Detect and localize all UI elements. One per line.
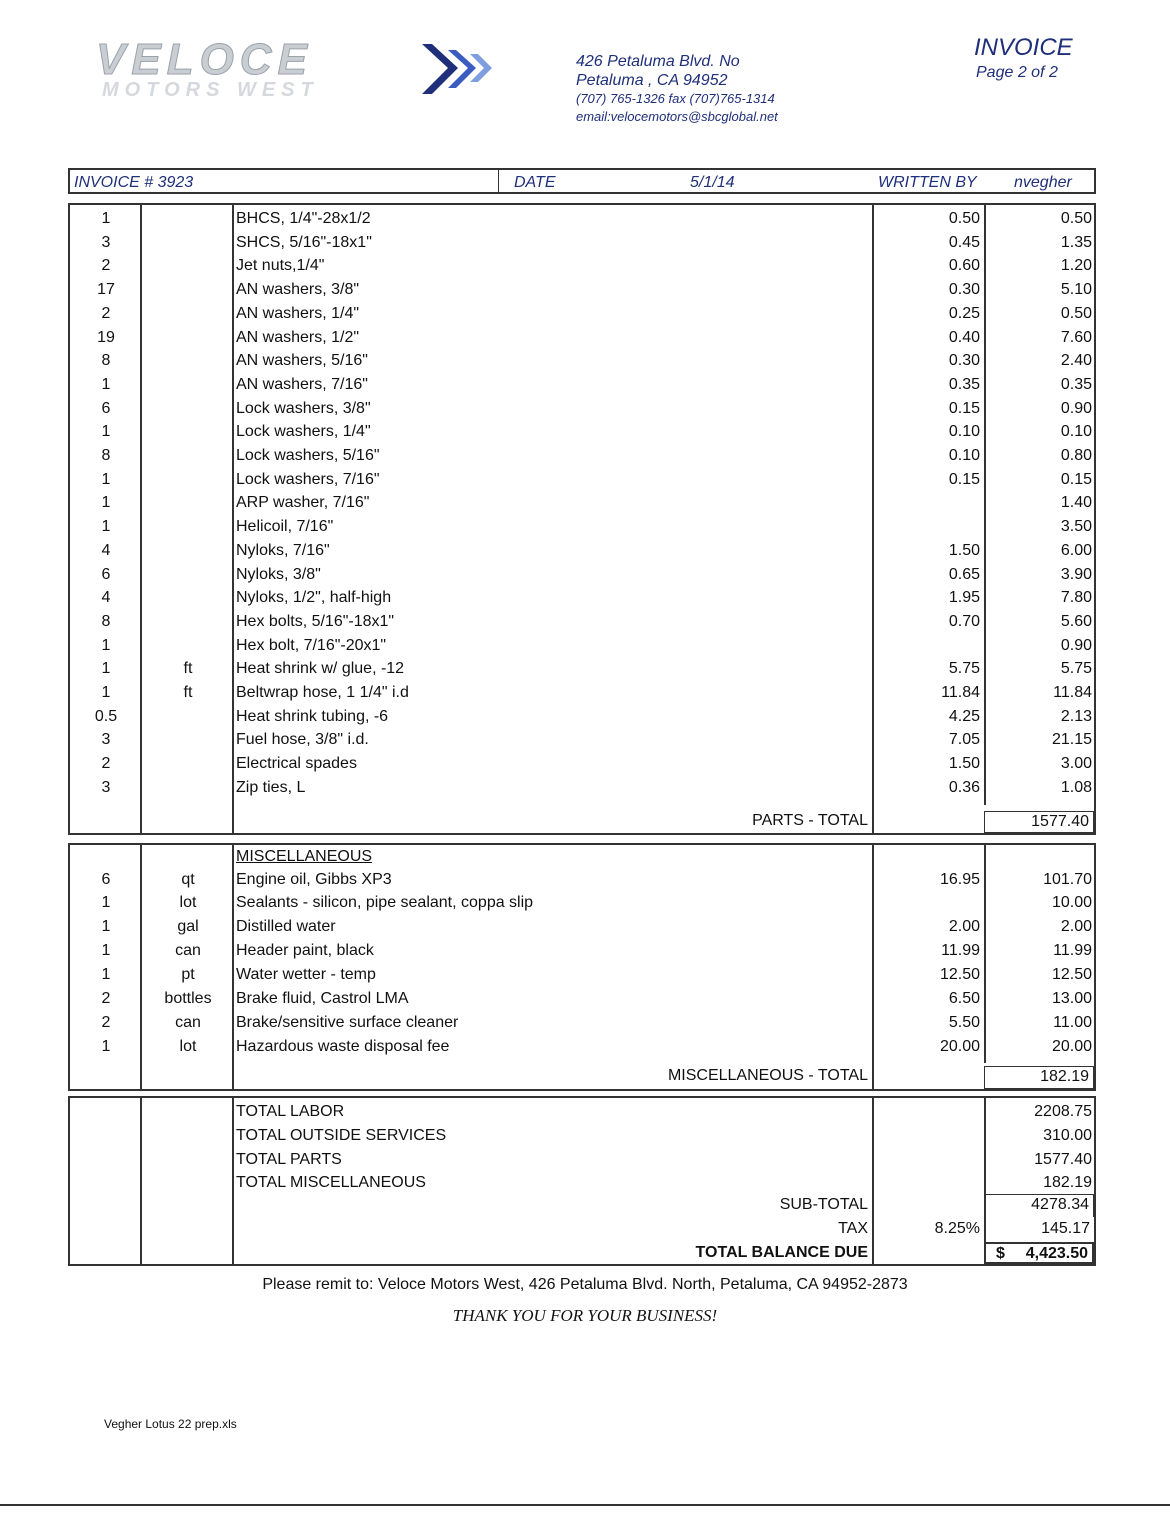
price-cell: 0.15 (948, 470, 980, 488)
amount-cell: 3.90 (1060, 565, 1092, 583)
qty-cell: 2 (101, 257, 111, 275)
price-cell: 0.40 (948, 328, 980, 346)
amount-cell: 0.15 (1060, 470, 1092, 488)
table-row (70, 915, 1094, 939)
description-cell: Hex bolts, 5/16"-18x1" (236, 612, 395, 630)
description-cell: TOTAL MISCELLANEOUS (236, 1174, 426, 1192)
table-row (70, 254, 1094, 278)
unit-cell: qt (181, 870, 195, 888)
amount-cell: 1.40 (1060, 494, 1092, 512)
thank-you-message: THANK YOU FOR YOUR BUSINESS! (452, 1306, 718, 1325)
amount-cell: 0.50 (1060, 210, 1092, 227)
qty-cell: 1 (101, 894, 111, 912)
description-cell: TOTAL PARTS (236, 1150, 342, 1168)
table-row (70, 420, 1094, 444)
description-cell: Nyloks, 7/16" (236, 541, 330, 559)
description-cell: BHCS, 1/4"-28x1/2 (236, 210, 371, 227)
description-cell: Nyloks, 1/2", half-high (236, 589, 392, 607)
footer-filename: Vegher Lotus 22 prep.xls (104, 1417, 237, 1431)
balance-currency: $ (996, 1245, 1005, 1262)
amount-cell: 10.00 (1051, 894, 1092, 912)
invoice-number: INVOICE # 3923 (74, 174, 194, 191)
qty-cell: 6 (101, 399, 111, 417)
amount-cell: 1.35 (1060, 233, 1092, 251)
unit-cell: lot (179, 1037, 197, 1055)
description-cell: Jet nuts,1/4" (236, 257, 325, 275)
amount-cell: 5.60 (1060, 612, 1092, 630)
table-row (70, 1100, 1094, 1124)
tax-rate: 8.25% (934, 1220, 980, 1237)
amount-cell: 2.00 (1060, 918, 1092, 936)
qty-cell: 2 (101, 755, 111, 773)
misc-heading: MISCELLANEOUS (236, 848, 373, 865)
description-cell: SHCS, 5/16"-18x1" (236, 233, 372, 251)
description-cell: Water wetter - temp (236, 966, 376, 984)
page-bottom-border (0, 1504, 1170, 1506)
qty-cell: 4 (101, 589, 111, 607)
table-row (70, 231, 1094, 255)
amount-cell: 21.15 (1051, 731, 1092, 749)
amount-cell: 0.90 (1060, 399, 1092, 417)
description-cell: Helicoil, 7/16" (236, 518, 334, 536)
price-cell: 16.95 (939, 870, 980, 888)
price-cell: 0.65 (948, 565, 980, 583)
qty-cell: 8 (101, 447, 111, 464)
description-cell: Hex bolt, 7/16"-20x1" (236, 636, 387, 654)
table-row (70, 963, 1094, 987)
qty-cell: 1 (101, 494, 111, 512)
parts-total-amount: 1577.40 (984, 811, 1094, 833)
table-row (70, 397, 1094, 421)
description-cell: Distilled water (236, 918, 336, 936)
description-cell: AN washers, 7/16" (236, 375, 368, 393)
amount-cell: 11.00 (1053, 1013, 1092, 1031)
qty-cell: 3 (101, 233, 111, 251)
price-cell: 0.25 (948, 304, 980, 322)
table-row (70, 278, 1094, 302)
qty-cell: 2 (101, 990, 111, 1007)
amount-cell: 5.10 (1060, 281, 1092, 299)
table-row (70, 705, 1094, 729)
description-cell: Lock washers, 7/16" (236, 470, 380, 488)
price-cell: 2.00 (948, 918, 980, 936)
chevron-arrows-icon (422, 44, 492, 94)
qty-cell: 3 (101, 778, 111, 796)
amount-cell: 13.00 (1051, 990, 1092, 1007)
price-cell: 0.15 (948, 399, 980, 417)
date-label: DATE (514, 174, 556, 191)
company-address (576, 52, 778, 126)
table-row (70, 891, 1094, 915)
written-by-label: WRITTEN BY (878, 174, 977, 191)
description-cell: Heat shrink tubing, -6 (236, 707, 389, 725)
description-cell: Engine oil, Gibbs XP3 (236, 870, 392, 888)
logo-graphic (92, 38, 512, 108)
balance-amount-box (984, 1242, 1094, 1264)
parts-total-label: PARTS - TOTAL (752, 812, 868, 829)
qty-cell: 1 (101, 660, 111, 678)
price-cell: 7.05 (948, 731, 980, 749)
price-cell: 1.95 (948, 589, 980, 607)
qty-cell: 2 (101, 1013, 111, 1031)
description-cell: Beltwrap hose, 1 1/4" i.d (236, 684, 409, 701)
amount-cell: 2.13 (1060, 707, 1092, 725)
address-line-2: Petaluma , CA 94952 (576, 72, 728, 89)
table-row (70, 868, 1094, 892)
unit-cell: gal (177, 918, 199, 936)
price-cell: 20.00 (939, 1037, 980, 1055)
table-row (70, 444, 1094, 468)
written-by-value: nvegher (1014, 174, 1072, 191)
price-cell: 12.50 (939, 966, 980, 984)
price-cell: 0.45 (948, 233, 980, 251)
description-cell: ARP washer, 7/16" (236, 494, 370, 512)
amount-cell: 1.08 (1060, 778, 1092, 796)
table-row (70, 1148, 1094, 1172)
phone-fax: (707) 765-1326 fax (707)765-1314 (576, 91, 775, 106)
misc-total-label: MISCELLANEOUS - TOTAL (667, 1067, 868, 1084)
invoice-header-bar (68, 168, 1096, 194)
qty-cell: 1 (101, 1037, 111, 1055)
qty-cell: 1 (101, 518, 111, 536)
price-cell: 0.10 (948, 447, 980, 464)
unit-cell: lot (179, 894, 197, 912)
amount-cell: 3.50 (1060, 518, 1092, 536)
unit-cell: can (175, 942, 201, 960)
remit-instructions: Please remit to: Veloce Motors West, 426 Petaluma Blvd. North, Petaluma, CA 94952-2873 (262, 1276, 908, 1293)
description-cell: Zip ties, L (236, 778, 306, 796)
amount-cell: 11.84 (1053, 684, 1092, 701)
amount-cell: 182.19 (1043, 1174, 1092, 1192)
amount-cell: 0.10 (1060, 423, 1092, 441)
balance-amount: 4,423.50 (1025, 1245, 1088, 1262)
table-row (70, 1011, 1094, 1035)
logo-main-text: VELOCE (96, 38, 313, 84)
description-cell: TOTAL OUTSIDE SERVICES (236, 1126, 447, 1144)
description-cell: Fuel hose, 3/8" i.d. (236, 731, 369, 749)
address-line-1: 426 Petaluma Blvd. No (576, 53, 740, 70)
price-cell: 1.50 (948, 541, 980, 559)
table-row (70, 373, 1094, 397)
description-cell: AN washers, 1/4" (236, 304, 360, 322)
page-indicator: Page 2 of 2 (976, 64, 1058, 81)
unit-cell: can (175, 1013, 201, 1031)
amount-cell: 6.00 (1060, 541, 1092, 559)
description-cell: Lock washers, 5/16" (236, 447, 380, 464)
price-cell: 0.10 (948, 423, 980, 441)
invoice-date: 5/1/14 (690, 174, 735, 191)
price-cell: 0.60 (948, 257, 980, 275)
summary-table (68, 1096, 1096, 1266)
table-row (70, 610, 1094, 634)
qty-cell: 1 (101, 375, 111, 393)
description-cell: Brake/sensitive surface cleaner (236, 1013, 459, 1031)
qty-cell: 8 (101, 612, 111, 630)
table-row (70, 207, 1094, 231)
description-cell: Lock washers, 1/4" (236, 423, 371, 441)
table-row (70, 752, 1094, 776)
unit-cell: bottles (164, 990, 212, 1007)
description-cell: Sealants - silicon, pipe sealant, coppa slip (236, 894, 534, 912)
subtotal-amount: 4278.34 (984, 1194, 1094, 1217)
price-cell: 4.25 (948, 707, 980, 725)
table-row (70, 539, 1094, 563)
table-row (70, 491, 1094, 515)
price-cell: 0.30 (948, 281, 980, 299)
misc-total-amount: 182.19 (984, 1066, 1094, 1089)
balance-label: TOTAL BALANCE DUE (695, 1244, 868, 1261)
table-row (70, 657, 1094, 681)
price-cell: 0.50 (948, 210, 980, 227)
qty-cell: 8 (101, 352, 111, 370)
table-row (70, 302, 1094, 326)
description-cell: Lock washers, 3/8" (236, 399, 371, 417)
description-cell: AN washers, 5/16" (236, 352, 368, 370)
table-row (70, 1124, 1094, 1148)
description-cell: Header paint, black (236, 942, 374, 960)
price-cell: 0.30 (948, 352, 980, 370)
amount-cell: 0.90 (1060, 636, 1092, 654)
qty-cell: 6 (101, 870, 111, 888)
subtotal-label: SUB-TOTAL (779, 1196, 868, 1213)
description-cell: AN washers, 1/2" (236, 328, 360, 346)
description-cell: Nyloks, 3/8" (236, 565, 321, 583)
table-row (70, 1035, 1094, 1059)
qty-cell: 1 (101, 918, 111, 936)
qty-cell: 1 (101, 684, 111, 701)
description-cell: TOTAL LABOR (236, 1103, 345, 1120)
table-row (70, 563, 1094, 587)
amount-cell: 2.40 (1060, 352, 1092, 370)
amount-cell: 2208.75 (1034, 1103, 1092, 1120)
amount-cell: 7.60 (1060, 328, 1092, 346)
misc-heading-row (70, 845, 1094, 869)
tax-label: TAX (838, 1220, 868, 1237)
parts-table (68, 203, 1096, 835)
amount-cell: 5.75 (1060, 660, 1092, 678)
table-row (70, 468, 1094, 492)
amount-cell: 3.00 (1060, 755, 1092, 773)
qty-cell: 1 (101, 210, 111, 227)
amount-cell: 11.99 (1053, 942, 1092, 960)
company-logo (92, 38, 512, 108)
qty-cell: 1 (101, 636, 111, 654)
qty-cell: 1 (101, 966, 111, 984)
amount-cell: 310.00 (1043, 1126, 1092, 1144)
amount-cell: 1.20 (1060, 257, 1092, 275)
price-cell: 0.70 (948, 612, 980, 630)
unit-cell: ft (183, 660, 193, 678)
amount-cell: 0.80 (1060, 447, 1092, 464)
qty-cell: 1 (101, 423, 111, 441)
amount-cell: 1577.40 (1034, 1150, 1092, 1168)
table-row (70, 776, 1094, 800)
amount-cell: 101.70 (1043, 870, 1092, 888)
amount-cell: 7.80 (1060, 589, 1092, 607)
unit-cell: pt (181, 966, 195, 984)
table-row (70, 728, 1094, 752)
table-row (70, 1171, 1094, 1195)
description-cell: Electrical spades (236, 755, 357, 773)
table-row (70, 939, 1094, 963)
unit-cell: ft (183, 684, 193, 701)
header-divider (498, 170, 499, 192)
qty-cell: 2 (101, 304, 111, 322)
company-email: email:velocemotors@sbcglobal.net (576, 109, 778, 124)
misc-table (68, 843, 1096, 1091)
amount-cell: 12.50 (1051, 966, 1092, 984)
qty-cell: 3 (101, 731, 111, 749)
table-row (70, 515, 1094, 539)
table-row (70, 349, 1094, 373)
price-cell: 11.84 (941, 684, 980, 701)
price-cell: 1.50 (948, 755, 980, 773)
description-cell: Hazardous waste disposal fee (236, 1037, 450, 1055)
table-row (70, 987, 1094, 1011)
description-cell: Heat shrink w/ glue, -12 (236, 660, 405, 678)
document-title: INVOICE (974, 34, 1073, 61)
amount-cell: 0.50 (1060, 304, 1092, 322)
price-cell: 5.50 (948, 1013, 980, 1031)
price-cell: 0.35 (948, 375, 980, 393)
price-cell: 5.75 (948, 660, 980, 678)
qty-cell: 17 (97, 281, 115, 299)
tax-amount: 145.17 (1041, 1220, 1090, 1237)
qty-cell: 6 (101, 565, 111, 583)
description-cell: Brake fluid, Castrol LMA (236, 990, 409, 1007)
price-cell: 6.50 (948, 990, 980, 1007)
qty-cell: 1 (101, 942, 111, 960)
amount-cell: 0.35 (1060, 375, 1092, 393)
logo-sub-text: MOTORS WEST (102, 79, 319, 101)
amount-cell: 20.00 (1051, 1037, 1092, 1055)
qty-cell: 4 (101, 541, 111, 559)
qty-cell: 1 (101, 470, 111, 488)
qty-cell: 19 (97, 328, 115, 346)
price-cell: 0.36 (948, 778, 980, 796)
qty-cell: 0.5 (94, 707, 118, 725)
price-cell: 11.99 (941, 942, 980, 960)
table-row (70, 586, 1094, 610)
table-row (70, 634, 1094, 658)
description-cell: AN washers, 3/8" (236, 281, 360, 299)
table-row (70, 681, 1094, 705)
table-row (70, 326, 1094, 350)
